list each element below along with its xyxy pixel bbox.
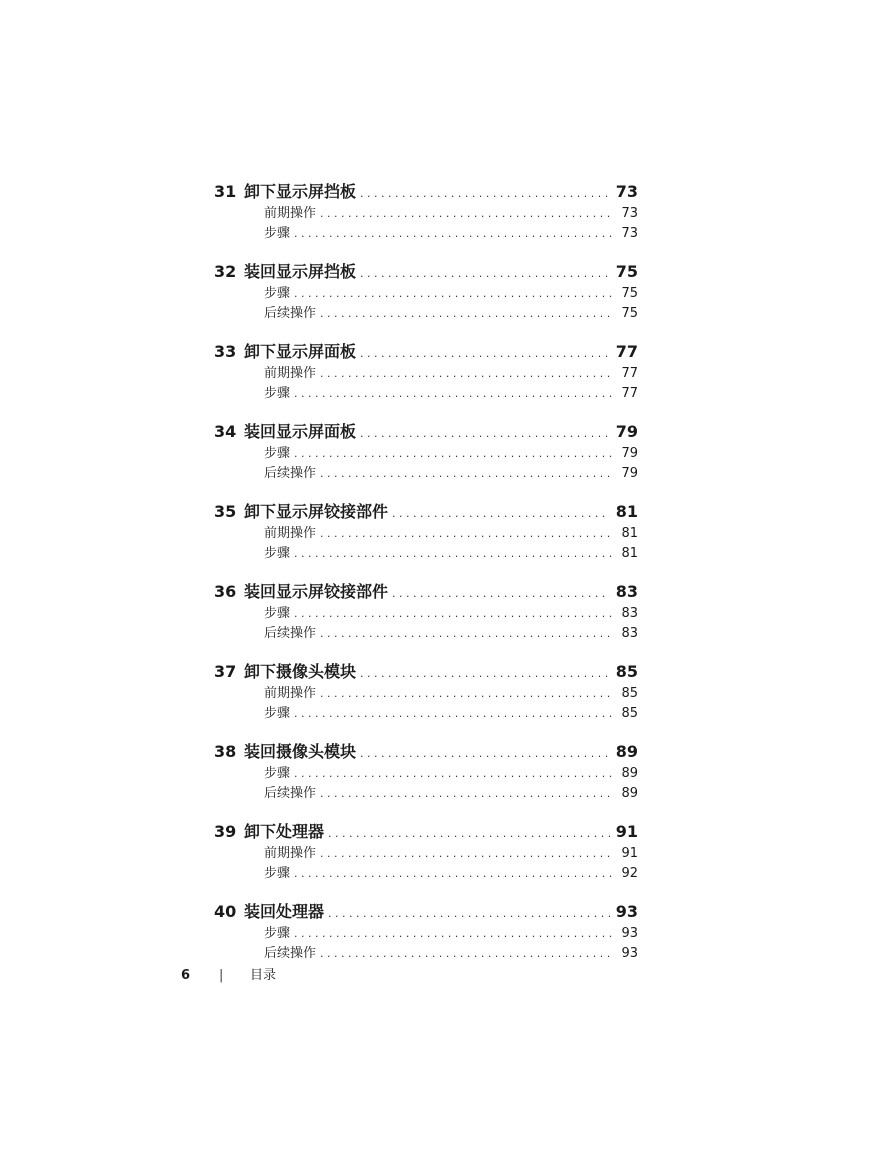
dot-leader xyxy=(360,662,610,686)
subsection-title: 步骤 xyxy=(264,706,291,721)
chapter-page-number: 75 xyxy=(615,262,638,281)
dot-leader xyxy=(294,704,614,724)
dot-leader xyxy=(320,784,614,804)
chapter-title: 装回显示屏挡板 xyxy=(244,262,357,281)
subsection-title: 后续操作 xyxy=(264,306,317,321)
subsection-page-number: 93 xyxy=(621,946,638,961)
chapter-number: 32 xyxy=(214,262,237,281)
subsection-page-number: 79 xyxy=(621,466,638,481)
toc-subsection-entry[interactable] xyxy=(214,784,638,804)
subsection-title: 步骤 xyxy=(264,766,291,781)
chapter-number: 36 xyxy=(214,582,237,601)
chapter-number: 31 xyxy=(214,182,237,201)
subsection-title: 步骤 xyxy=(264,386,291,401)
dot-leader xyxy=(320,844,614,864)
subsection-title: 后续操作 xyxy=(264,786,317,801)
chapter-title: 卸下摄像头模块 xyxy=(244,662,357,681)
dot-leader xyxy=(328,902,610,926)
toc-chapter-entry[interactable] xyxy=(214,580,638,604)
subsection-page-number: 91 xyxy=(621,846,638,861)
chapter-title: 卸下显示屏挡板 xyxy=(244,182,357,201)
chapter-title: 卸下显示屏面板 xyxy=(244,342,357,361)
subsection-title: 步骤 xyxy=(264,546,291,561)
dot-leader xyxy=(320,524,614,544)
chapter-number: 40 xyxy=(214,902,237,921)
toc-chapter-entry[interactable] xyxy=(214,260,638,284)
chapter-number: 38 xyxy=(214,742,237,761)
chapter-number: 35 xyxy=(214,502,237,521)
subsection-title: 步骤 xyxy=(264,226,291,241)
subsection-title: 后续操作 xyxy=(264,626,317,641)
chapter-number: 34 xyxy=(214,422,237,441)
chapter-number: 39 xyxy=(214,822,237,841)
toc-chapter-entry[interactable] xyxy=(214,820,638,844)
dot-leader xyxy=(294,544,614,564)
toc-chapter-entry[interactable] xyxy=(214,660,638,684)
dot-leader xyxy=(320,364,614,384)
dot-leader xyxy=(320,684,614,704)
dot-leader xyxy=(320,464,614,484)
toc-chapter-entry[interactable] xyxy=(214,340,638,364)
toc-subsection-entry[interactable] xyxy=(214,624,638,644)
dot-leader xyxy=(294,384,614,404)
subsection-page-number: 75 xyxy=(621,286,638,301)
dot-leader xyxy=(320,204,614,224)
toc-subsection-entry[interactable] xyxy=(214,464,638,484)
toc-subsection-entry[interactable] xyxy=(214,444,638,464)
toc-subsection-entry[interactable] xyxy=(214,684,638,704)
chapter-page-number: 89 xyxy=(615,742,638,761)
subsection-title: 后续操作 xyxy=(264,946,317,961)
subsection-page-number: 81 xyxy=(621,546,638,561)
dot-leader xyxy=(328,822,610,846)
toc-subsection-entry[interactable] xyxy=(214,304,638,324)
toc-chapter-entry[interactable] xyxy=(214,500,638,524)
chapter-title: 装回处理器 xyxy=(244,902,325,921)
footer-page-number: 6 xyxy=(181,968,191,983)
toc-subsection-entry[interactable] xyxy=(214,284,638,304)
subsection-title: 前期操作 xyxy=(264,526,317,541)
chapter-title: 卸下显示屏铰接部件 xyxy=(244,502,389,521)
chapter-page-number: 91 xyxy=(615,822,638,841)
toc-chapter xyxy=(214,580,638,644)
subsection-page-number: 79 xyxy=(621,446,638,461)
chapter-number: 33 xyxy=(214,342,237,361)
chapter-page-number: 85 xyxy=(615,662,638,681)
subsection-title: 步骤 xyxy=(264,446,291,461)
dot-leader xyxy=(294,444,614,464)
toc-chapter xyxy=(214,180,638,244)
toc-subsection-entry[interactable] xyxy=(214,764,638,784)
toc-subsection-entry[interactable] xyxy=(214,604,638,624)
subsection-page-number: 77 xyxy=(621,386,638,401)
footer-separator: | xyxy=(219,968,224,983)
toc-subsection-entry[interactable] xyxy=(214,524,638,544)
subsection-page-number: 73 xyxy=(621,206,638,221)
dot-leader xyxy=(294,604,614,624)
toc-subsection-entry[interactable] xyxy=(214,364,638,384)
chapter-page-number: 79 xyxy=(615,422,638,441)
dot-leader xyxy=(360,742,610,766)
subsection-page-number: 81 xyxy=(621,526,638,541)
toc-chapter xyxy=(214,660,638,724)
subsection-title: 前期操作 xyxy=(264,846,317,861)
dot-leader xyxy=(294,864,614,884)
dot-leader xyxy=(392,502,610,526)
toc-subsection-entry[interactable] xyxy=(214,224,638,244)
toc-chapter xyxy=(214,420,638,484)
dot-leader xyxy=(294,924,614,944)
subsection-page-number: 89 xyxy=(621,766,638,781)
subsection-title: 前期操作 xyxy=(264,206,317,221)
subsection-title: 步骤 xyxy=(264,926,291,941)
subsection-page-number: 77 xyxy=(621,366,638,381)
subsection-page-number: 83 xyxy=(621,626,638,641)
table-of-contents xyxy=(214,180,638,980)
chapter-page-number: 93 xyxy=(615,902,638,921)
toc-chapter xyxy=(214,740,638,804)
chapter-title: 装回显示屏面板 xyxy=(244,422,357,441)
subsection-page-number: 93 xyxy=(621,926,638,941)
subsection-title: 步骤 xyxy=(264,606,291,621)
chapter-number: 37 xyxy=(214,662,237,681)
dot-leader xyxy=(294,284,614,304)
subsection-page-number: 85 xyxy=(621,686,638,701)
dot-leader xyxy=(360,342,610,366)
toc-chapter-entry[interactable] xyxy=(214,180,638,204)
toc-chapter-entry[interactable] xyxy=(214,420,638,444)
toc-chapter xyxy=(214,500,638,564)
chapter-page-number: 77 xyxy=(615,342,638,361)
dot-leader xyxy=(320,304,614,324)
subsection-title: 前期操作 xyxy=(264,366,317,381)
toc-subsection-entry[interactable] xyxy=(214,204,638,224)
subsection-title: 步骤 xyxy=(264,866,291,881)
subsection-page-number: 89 xyxy=(621,786,638,801)
toc-subsection-entry[interactable] xyxy=(214,384,638,404)
subsection-page-number: 73 xyxy=(621,226,638,241)
chapter-page-number: 83 xyxy=(615,582,638,601)
dot-leader xyxy=(320,944,614,964)
toc-subsection-entry[interactable] xyxy=(214,844,638,864)
dot-leader xyxy=(360,422,610,446)
toc-subsection-entry[interactable] xyxy=(214,864,638,884)
toc-chapter-entry[interactable] xyxy=(214,900,638,924)
toc-chapter xyxy=(214,340,638,404)
chapter-title: 装回显示屏铰接部件 xyxy=(244,582,389,601)
dot-leader xyxy=(294,224,614,244)
chapter-page-number: 81 xyxy=(615,502,638,521)
toc-chapter-entry[interactable] xyxy=(214,740,638,764)
dot-leader xyxy=(392,582,610,606)
subsection-page-number: 83 xyxy=(621,606,638,621)
toc-subsection-entry[interactable] xyxy=(214,704,638,724)
subsection-page-number: 75 xyxy=(621,306,638,321)
chapter-page-number: 73 xyxy=(615,182,638,201)
dot-leader xyxy=(360,262,610,286)
toc-chapter xyxy=(214,260,638,324)
subsection-title: 后续操作 xyxy=(264,466,317,481)
subsection-title: 步骤 xyxy=(264,286,291,301)
footer-section-label: 目录 xyxy=(250,968,277,983)
dot-leader xyxy=(320,624,614,644)
toc-chapter xyxy=(214,820,638,884)
dot-leader xyxy=(294,764,614,784)
toc-subsection-entry[interactable] xyxy=(214,924,638,944)
subsection-title: 前期操作 xyxy=(264,686,317,701)
subsection-page-number: 92 xyxy=(621,866,638,881)
toc-chapter xyxy=(214,900,638,964)
chapter-title: 卸下处理器 xyxy=(244,822,325,841)
toc-subsection-entry[interactable] xyxy=(214,544,638,564)
subsection-page-number: 85 xyxy=(621,706,638,721)
dot-leader xyxy=(360,182,610,206)
toc-subsection-entry[interactable] xyxy=(214,944,638,964)
chapter-title: 装回摄像头模块 xyxy=(244,742,357,761)
